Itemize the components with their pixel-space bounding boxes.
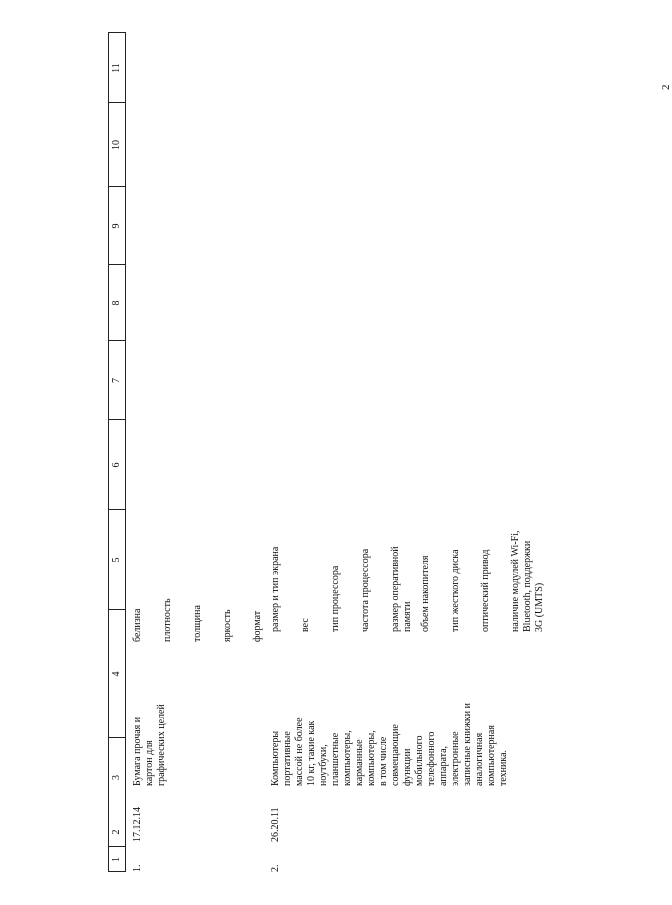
header-col-10: 10 bbox=[111, 140, 122, 150]
row-1-name: Бумага прочая и картон для графических целей bbox=[132, 704, 167, 786]
header-col-6: 6 bbox=[111, 462, 122, 468]
row-1-number: 1. bbox=[132, 864, 143, 872]
row-2-char-1: размер и тип экрана bbox=[270, 546, 281, 632]
row-1-code: 17.12.14 bbox=[132, 807, 143, 842]
header-col-8: 8 bbox=[111, 300, 122, 306]
header-col-5: 5 bbox=[111, 557, 122, 563]
row-1-char-3: толщина bbox=[192, 605, 203, 642]
row-1-char-4: яркость bbox=[222, 609, 233, 642]
header-col-1: 1 bbox=[111, 857, 122, 862]
header-col-4: 4 bbox=[111, 671, 122, 677]
header-col-11: 11 bbox=[111, 63, 122, 73]
row-2-char-2: вес bbox=[300, 618, 311, 632]
rotated-table bbox=[108, 32, 545, 872]
row-2-char-8: оптический привод bbox=[480, 549, 491, 632]
row-2-char-5: размер оперативной памяти bbox=[390, 546, 413, 632]
row-2-char-4: частота процессора bbox=[360, 548, 371, 632]
row-2-char-3: тип процессора bbox=[330, 565, 341, 632]
row-2-name: Компьютеры портативные массой не более 10 кг, такие как ноутбуки, планшетные компьютеры, карманные компьютеры, в том числе совмещающие функции мобильного телефонного аппарата, электронные записные книжки и аналогичная компьютерная техника. bbox=[270, 703, 509, 786]
row-2-number: 2. bbox=[270, 864, 281, 872]
page-number: 2 bbox=[660, 84, 672, 90]
row-2-char-9: наличие модулей Wi-Fi, Bluetooth, поддержки 3G (UMTS) bbox=[510, 530, 545, 632]
row-1-char-1: белизна bbox=[132, 608, 143, 642]
row-2-char-6: объем накопителя bbox=[420, 555, 431, 632]
header-col-3: 3 bbox=[111, 775, 122, 780]
row-2-char-7: тип жесткого диска bbox=[450, 549, 461, 632]
header-col-7: 7 bbox=[111, 378, 122, 383]
row-1-char-2: плотность bbox=[162, 598, 173, 642]
row-2-code: 26.20.11 bbox=[270, 807, 281, 842]
header-col-9: 9 bbox=[111, 223, 122, 229]
header-col-2: 2 bbox=[111, 829, 122, 835]
row-1-char-5: формат bbox=[252, 610, 263, 642]
